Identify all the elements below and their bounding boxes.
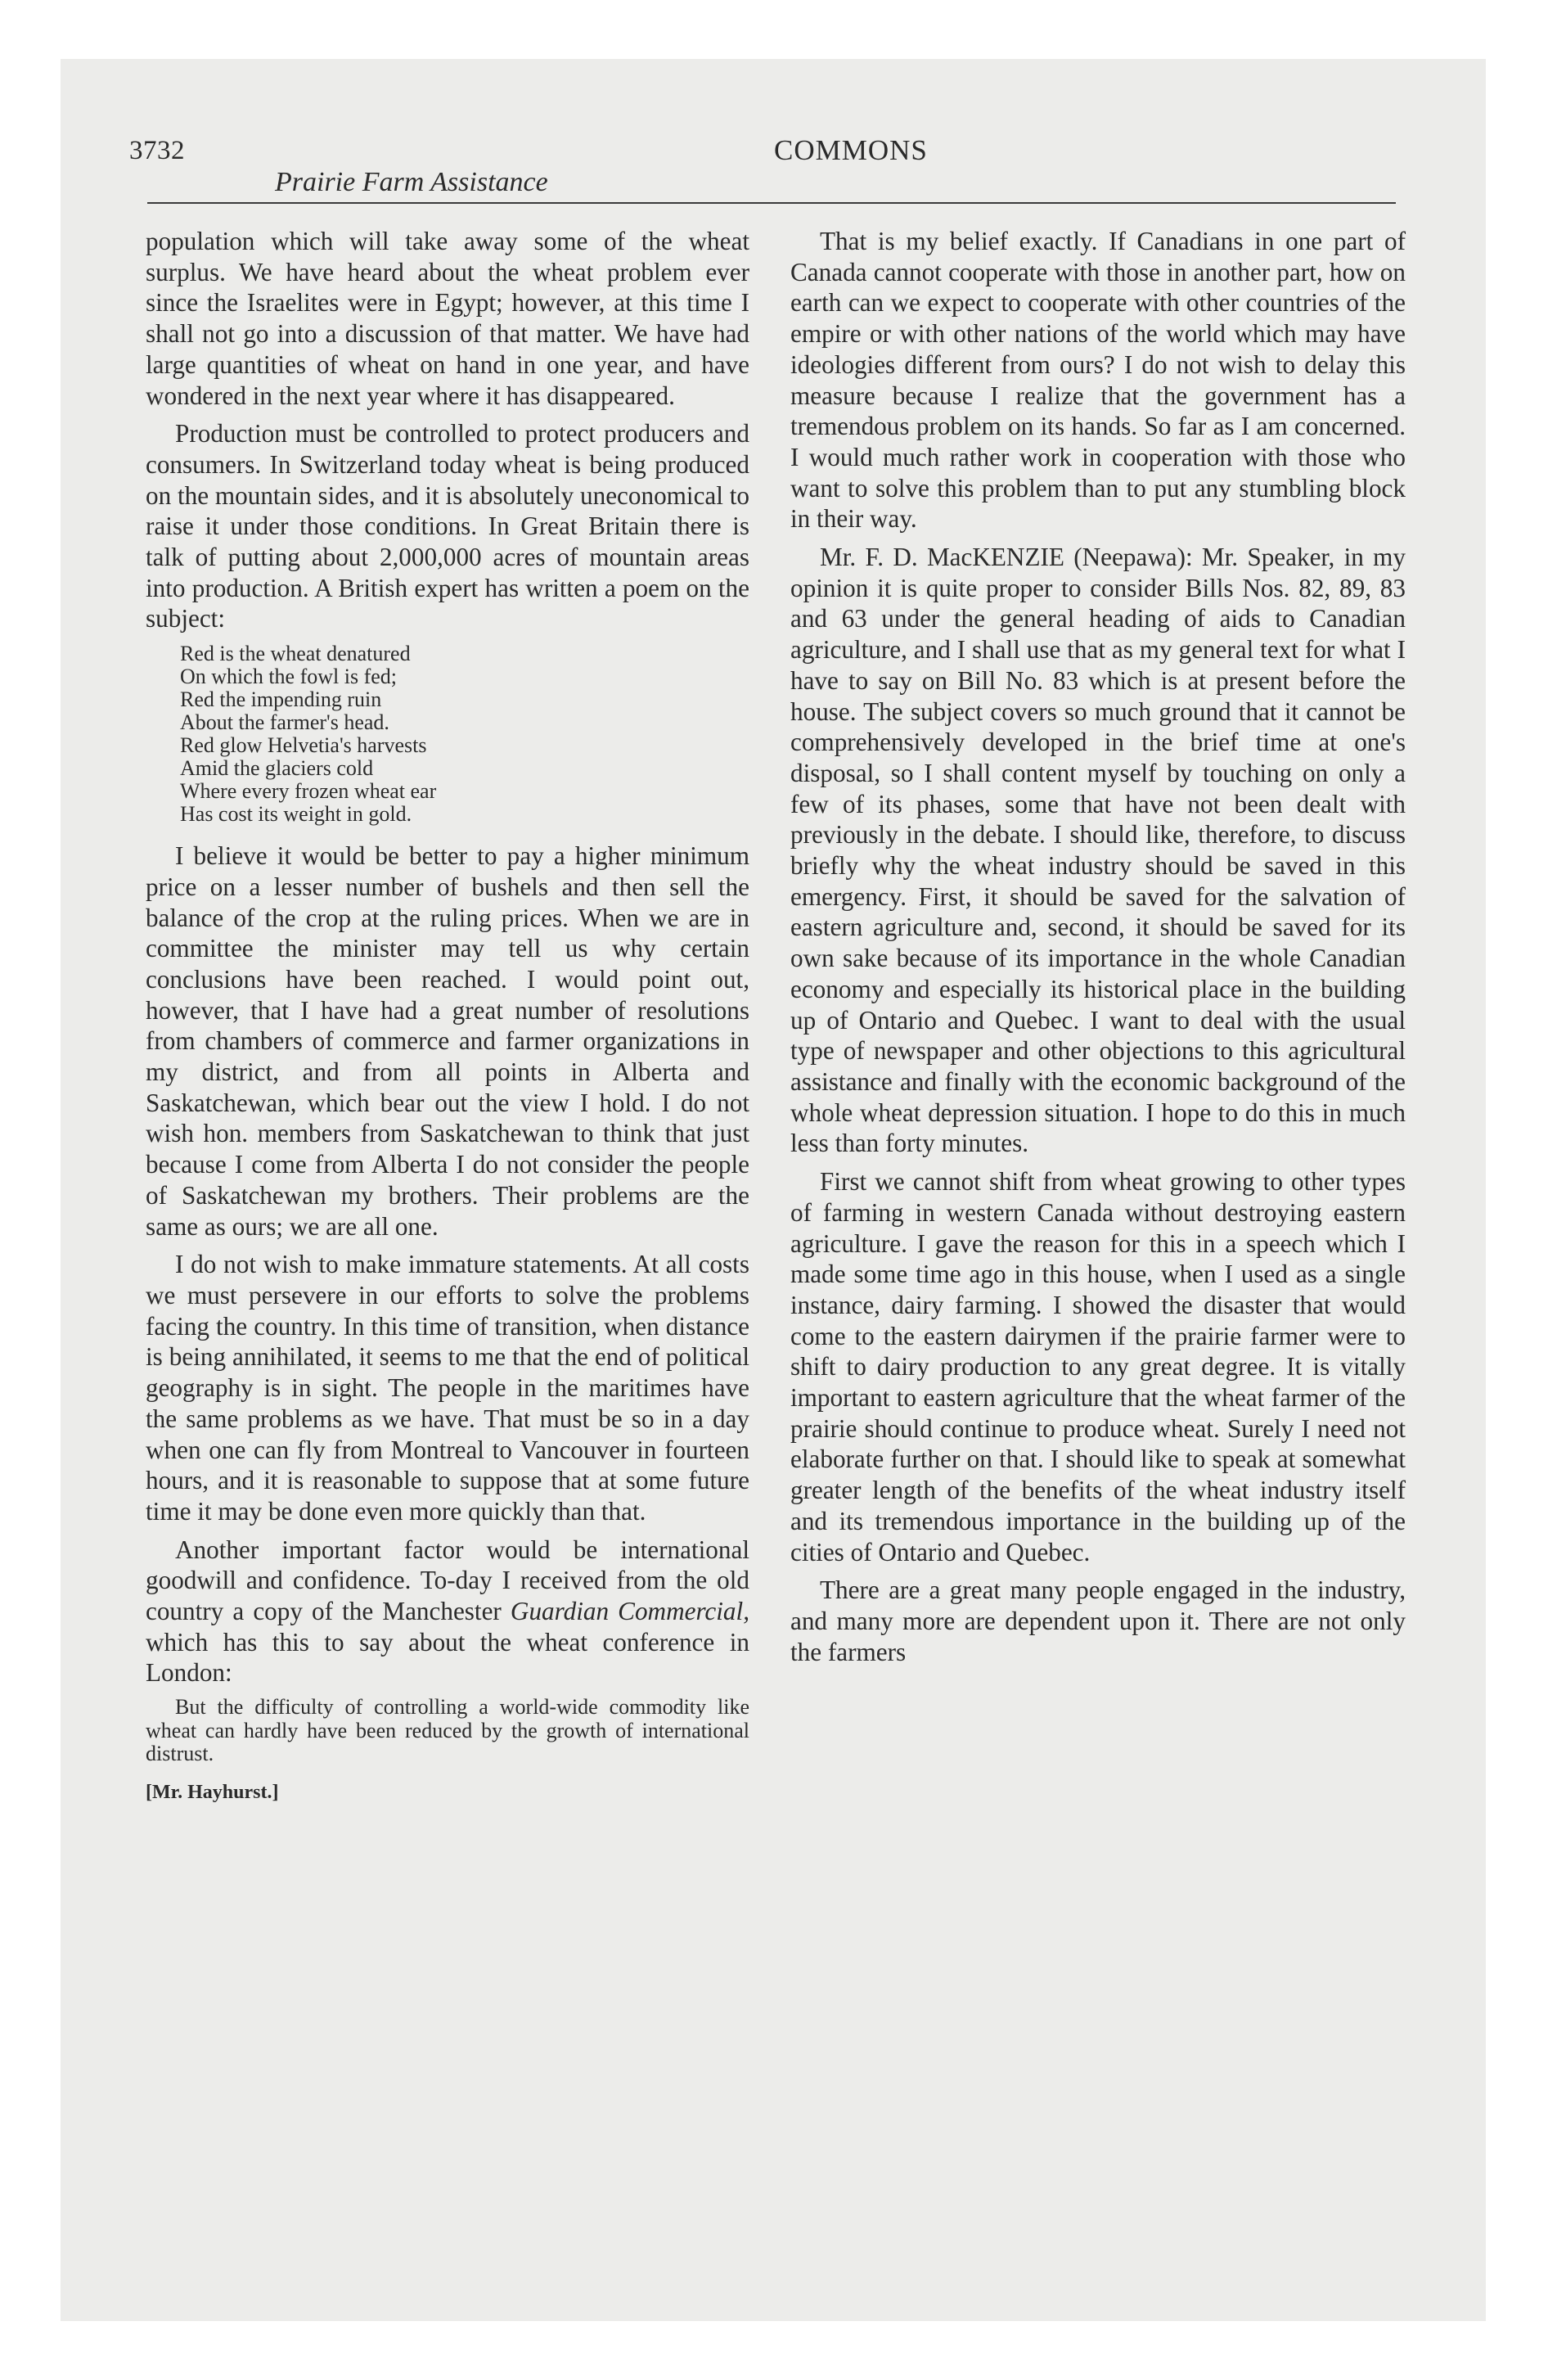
left-column [146, 226, 749, 1808]
poem-line: Red glow Helvetia's harvests [180, 733, 427, 758]
speaker-tag: [Mr. Hayhurst.] [146, 1781, 279, 1803]
poem [180, 642, 749, 826]
page-header [87, 75, 1393, 198]
paragraph-text: which has this to say about the wheat conference in London: [146, 1627, 749, 1688]
paragraph: There are a great many people engaged in the industry, and many more are dependent upon it. There are not only the farmers [790, 1575, 1406, 1666]
right-column [790, 226, 1406, 1675]
paragraph [146, 1535, 749, 1689]
poem-line: About the farmer's head. [180, 710, 389, 735]
poem-line: On which the fowl is fed; [180, 665, 398, 689]
poem-line: Where every frozen wheat ear [180, 779, 437, 804]
paragraph: First we cannot shift from wheat growing to other types of farming in western Canada without destroying eastern agriculture. I gave the reason for this in a speech which I made some time ago in this house, when I used as a single instance, dairy farming. I showed the disaster that would come to the eastern dairymen if the prairie farmer were to shift to dairy production to any great degree. It is vitally important to eastern agriculture that the wheat farmer of the prairie should continue to produce wheat. Surely I need not elaborate further on that. I should like to speak at somewhat greater length of the benefits of the wheat industry itself and its tremendous importance in the building up of the cities of Ontario and Quebec. [790, 1167, 1406, 1566]
house-name: COMMONS [774, 134, 928, 166]
paragraph: Mr. F. D. MacKENZIE (Neepawa): Mr. Speaker, in my opinion it is quite proper to consider Bills Nos. 82, 89, 83 and 63 under the general heading of aids to Canadian agriculture, and I shall use that as my general text for what I have to say on Bill No. 83 which is at present before the house. The subject covers so much ground that it cannot be comprehensively developed in the brief time at one's disposal, so I shall content myself by touching on only a few of its phases, some that have not been dealt with previously in the debate. I should like, therefore, to discuss briefly why the wheat industry should be saved in this emergency. First, it should be saved for the salvation of eastern agriculture and, second, it should be saved for its own sake because of its importance in the whole Canadian economy and especially its historical place in the building up of Ontario and Quebec. I want to deal with the usual type of newspaper and other objections to this agricultural assistance and finally with the economic background of the whole wheat depression situation. I hope to do this in much less than forty minutes. [790, 543, 1406, 1158]
paragraph: I do not wish to make immature statements. At all costs we must persevere in our efforts to solve the problems facing the country. In this time of transition, when distance is being annihilated, it seems to me that the end of political geography is in sight. The people in the maritimes have the same problems as we have. That must be so in a day when one can fly from Montreal to Vancouver in fourteen hours, and it is reasonable to suppose that at some future time it may be done even more quickly than that. [146, 1250, 749, 1526]
poem-line: Red the impending ruin [180, 687, 382, 712]
poem-line: Amid the glaciers cold [180, 756, 374, 781]
paragraph: population which will take away some of the wheat surplus. We have heard about the wheat problem ever since the Israelites were in Egypt; however, at this time I shall not go into a discussion of that matter. We have had large quantities of wheat on hand in one year, and have wondered in the next year where it has disappeared. [146, 227, 749, 410]
poem-line: Has cost its weight in gold. [180, 802, 412, 827]
paragraph: That is my belief exactly. If Canadians in one part of Canada cannot cooperate with those in another part, how on earth can we expect to cooperate with other countries of the empire or with other nations of the world which may have ideologies different from ours? I do not wish to delay this measure because I realize that the government has a tremendous problem on its hands. So far as I am concerned. I would much rather work in cooperation with those who want to solve this problem than to put any stumbling block in their way. [790, 227, 1406, 534]
paragraph-text: Another important factor would be international goodwill and confidence. To-day I received from the old country a copy of the Manchester [146, 1535, 749, 1626]
block-quote: But the difficulty of controlling a world-wide commodity like wheat can hardly have been reduced by the growth of international distrust. [146, 1695, 749, 1766]
publication-title: Guardian Commercial, [510, 1597, 749, 1626]
header-rule [147, 202, 1396, 204]
section-title: Prairie Farm Assistance [275, 167, 548, 197]
paragraph: I believe it would be better to pay a higher minimum price on a lesser number of bushels and then sell the balance of the crop at the ruling prices. When we are in committee the minister may tell us why certain conclusions have been reached. I would point out, however, that I have had a great number of resolutions from chambers of commerce and farmer organizations in my district, and from all points in Alberta and Saskatchewan, which bear out the view I hold. I do not wish hon. members from Saskatchewan to think that just because I come from Alberta I do not consider the people of Saskatchewan my brothers. Their problems are the same as ours; we are all one. [146, 841, 749, 1241]
page-number: 3732 [129, 136, 185, 165]
poem-line: Red is the wheat denatured [180, 642, 411, 666]
paragraph: Production must be controlled to protect producers and consumers. In Switzerland today wheat is being produced on the mountain sides, and it is absolutely uneconomical to raise it under those conditions. In Great Britain there is talk of putting about 2,000,000 acres of mountain areas into production. A British expert has written a poem on the subject: [146, 419, 749, 633]
